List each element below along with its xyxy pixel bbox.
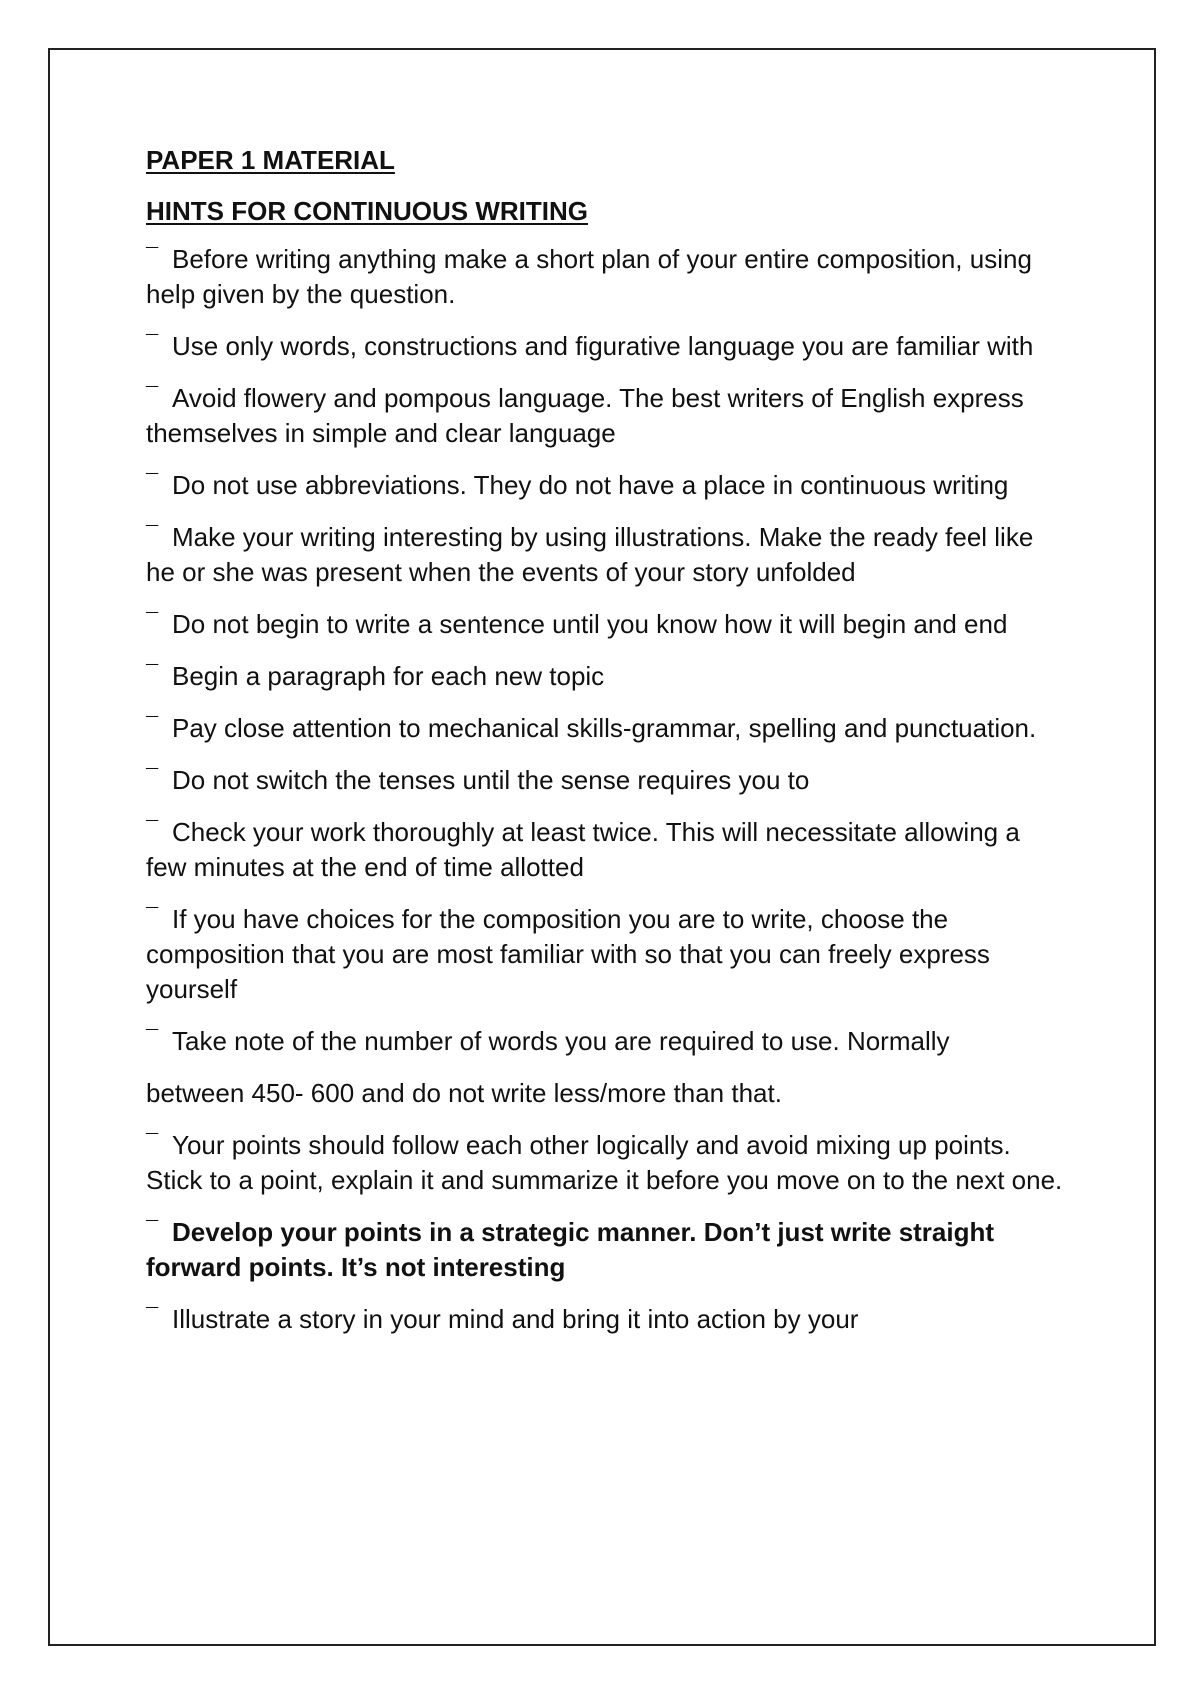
bullet-icon: ¯ (146, 609, 159, 634)
bullet-icon: ¯ (146, 470, 159, 495)
hint-text: Develop your points in a strategic manner. Don’t just write straight forward points. It’s not interesting (146, 1217, 995, 1282)
hint-item (146, 1302, 1066, 1337)
hint-item (146, 1024, 1066, 1059)
bullet-icon: ¯ (146, 713, 159, 738)
hint-text: Check your work thoroughly at least twice. This will necessitate allowing a few minutes at the end of time allotted (146, 817, 1020, 882)
bullet-icon: ¯ (146, 1304, 159, 1329)
hint-text: Take note of the number of words you are required to use. Normally (172, 1026, 950, 1056)
bullet-icon: ¯ (146, 1026, 159, 1051)
hint-item (146, 763, 1066, 798)
bullet-icon: ¯ (146, 331, 159, 356)
hint-text: Do not begin to write a sentence until you know how it will begin and end (172, 609, 1008, 639)
bullet-icon: ¯ (146, 904, 159, 929)
hint-item (146, 381, 1066, 451)
hint-item (146, 1128, 1066, 1198)
bullet-icon: ¯ (146, 244, 159, 269)
bullet-icon: ¯ (146, 817, 159, 842)
hint-text: Pay close attention to mechanical skills-grammar, spelling and punctuation. (172, 713, 1037, 743)
bullet-icon: ¯ (146, 522, 159, 547)
hint-text: Make your writing interesting by using illustrations. Make the ready feel like he or she was present when the events of your story unfolded (146, 522, 1034, 587)
hint-item (146, 242, 1066, 312)
bullet-icon: ¯ (146, 1217, 159, 1242)
hint-text: Begin a paragraph for each new topic (172, 661, 605, 691)
hint-text: Illustrate a story in your mind and bring it into action by your (172, 1304, 859, 1334)
hint-text: Use only words, constructions and figurative language you are familiar with (172, 331, 1034, 361)
hint-item (146, 607, 1066, 642)
hint-item (146, 659, 1066, 694)
hint-item (146, 520, 1066, 590)
bullet-icon: ¯ (146, 765, 159, 790)
bullet-icon: ¯ (146, 383, 159, 408)
hint-text: Your points should follow each other logically and avoid mixing up points. Stick to a point, explain it and summarize it before you move on to the next one. (146, 1130, 1063, 1195)
document-body (146, 144, 1066, 1354)
hint-text: Do not switch the tenses until the sense requires you to (172, 765, 810, 795)
hint-item-bold (146, 1215, 1066, 1285)
hint-item (146, 468, 1066, 503)
hint-item (146, 711, 1066, 746)
hint-item (146, 815, 1066, 885)
hint-text: Avoid flowery and pompous language. The best writers of English express themselves in simple and clear language (146, 383, 1024, 448)
bullet-icon: ¯ (146, 1130, 159, 1155)
document-subtitle: HINTS FOR CONTINUOUS WRITING (146, 196, 588, 226)
hint-continuation: between 450- 600 and do not write less/more than that. (146, 1078, 782, 1108)
hint-text: If you have choices for the composition you are to write, choose the composition that you are most familiar with so that you can freely express yourself (146, 904, 990, 1004)
hint-text: Do not use abbreviations. They do not have a place in continuous writing (172, 470, 1009, 500)
hint-item (146, 329, 1066, 364)
hint-text: Before writing anything make a short plan of your entire composition, using help given by the question. (146, 244, 1032, 309)
document-title: PAPER 1 MATERIAL (146, 145, 395, 175)
bullet-icon: ¯ (146, 661, 159, 686)
hint-item (146, 902, 1066, 1007)
